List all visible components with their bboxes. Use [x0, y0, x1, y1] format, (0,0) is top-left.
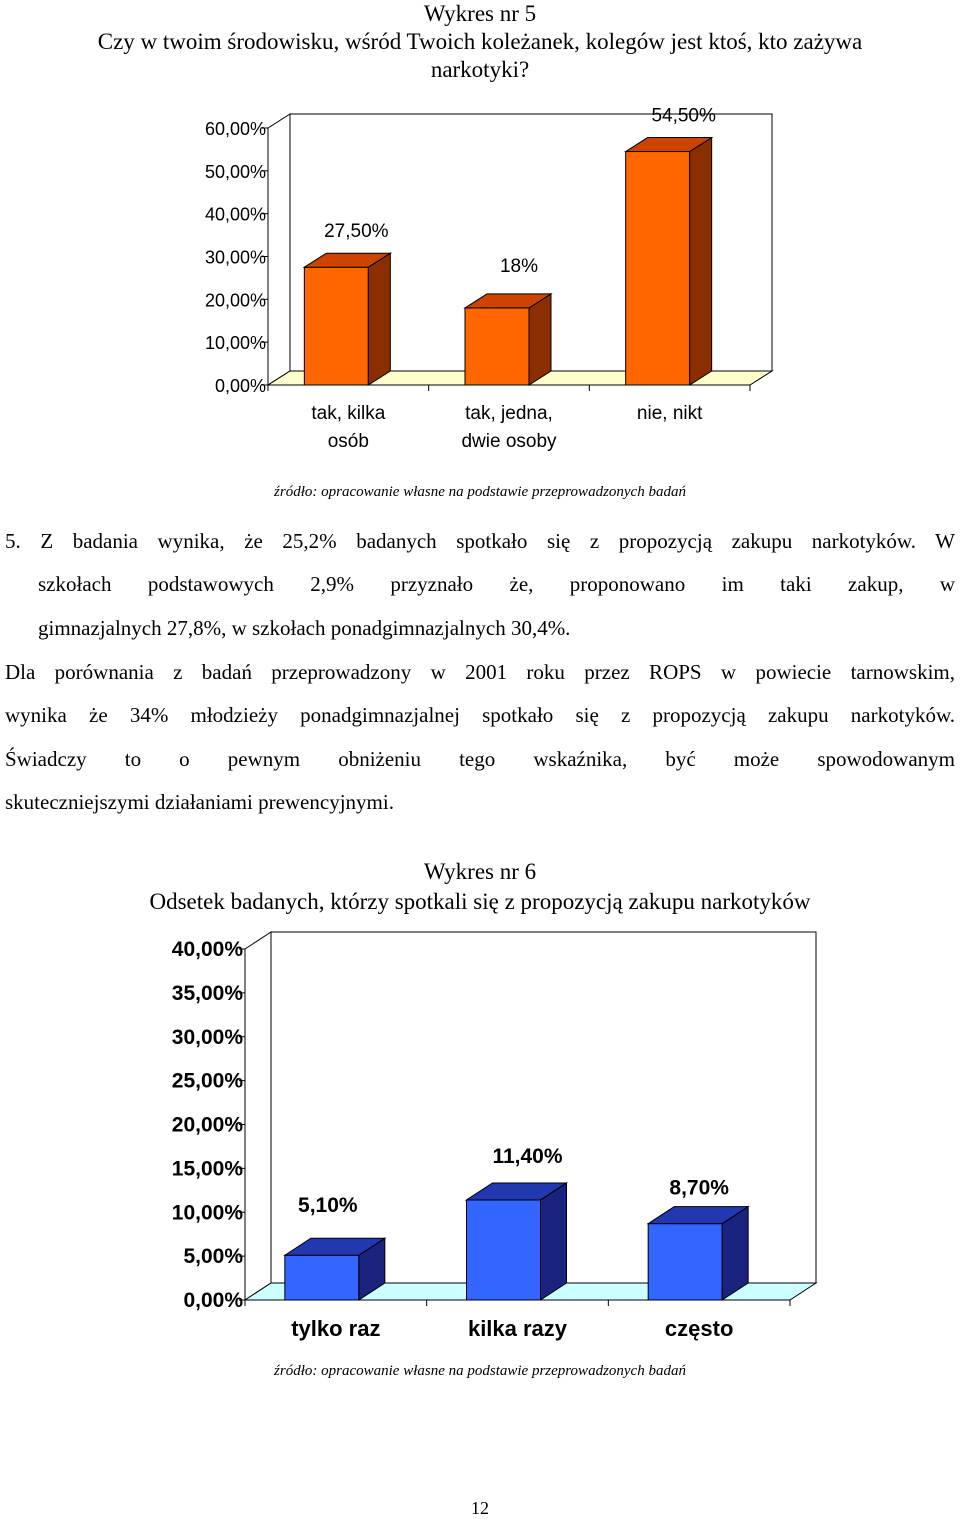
paragraph-6-line1: Dla porównania z badań przeprowadzony w 2001 roku przez ROPS w powiecie tarnowskim, [5, 660, 955, 684]
y-tick-label: 40,00% [171, 938, 243, 961]
bar-data-label: 27,50% [324, 221, 389, 243]
y-tick-label: 40,00% [204, 204, 266, 225]
bar-side [541, 1183, 567, 1300]
category-label: nie, nikt [636, 403, 703, 424]
category-label: tylko raz [291, 1316, 381, 1341]
bar [285, 1238, 385, 1300]
y-tick-label: 0,00% [183, 1289, 243, 1312]
category-label: tak, kilka [311, 403, 386, 424]
bar-front [285, 1255, 359, 1300]
category-label: osób [327, 431, 369, 452]
category-label: kilka razy [467, 1316, 568, 1341]
chart5 [0, 90, 960, 470]
paragraph-6-line2: wynika że 34% młodzieży ponadgimnazjalnej spotkało się z propozycją zakupu narkotyków. [5, 703, 955, 727]
bar-front [467, 1200, 541, 1300]
bar [626, 138, 712, 385]
plot-side-wall [245, 932, 271, 1300]
y-tick-label: 0,00% [214, 376, 266, 396]
bar-side [690, 138, 712, 385]
bar-front [648, 1224, 722, 1300]
y-tick-label: 20,00% [204, 290, 266, 311]
paragraph-6-line4: skuteczniejszymi działaniami prewencyjnymi. [5, 790, 394, 814]
chart6 [0, 925, 960, 1345]
paragraph-5-line1: 5. Z badania wynika, że 25,2% badanych spotkało się z propozycją zakupu narkotyków. W [5, 529, 955, 553]
paragraph-5-line3: gimnazjalnych 27,8%, w szkołach ponadgimnazjalnych 30,4%. [38, 616, 571, 640]
y-tick-label: 30,00% [204, 247, 266, 268]
paragraph-6-line3: Świadczy to o pewnym obniżeniu tego wskaźnika, być może spowodowanym [5, 747, 955, 771]
bar-data-label: 54,50% [651, 105, 716, 127]
y-tick-label: 60,00% [204, 119, 266, 139]
y-tick-label: 5,00% [183, 1245, 243, 1269]
y-tick-label: 25,00% [171, 1069, 243, 1093]
chart6-source-note: źródło: opracowanie własne na podstawie przeprowadzonych badań [274, 1363, 686, 1379]
chart6-title-line1: Wykres nr 6 [423, 859, 537, 884]
bar [304, 253, 390, 385]
category-label: dwie osoby [461, 431, 557, 452]
bar [467, 1183, 567, 1300]
chart5-source-note: źródło: opracowanie własne na podstawie przeprowadzonych badań [274, 484, 686, 500]
bar-front [304, 267, 368, 385]
y-tick-label: 20,00% [171, 1113, 243, 1137]
bar-front [626, 152, 690, 385]
paragraph-5-line2: szkołach podstawowych 2,9% przyznało że, proponowano im taki zakup, w [38, 572, 955, 596]
chart6-title [0, 857, 960, 917]
chart5-title-line3: narkotyki? [430, 57, 530, 82]
chart5-title [0, 0, 960, 84]
bar [648, 1207, 748, 1300]
chart5-title-line1: Wykres nr 5 [423, 1, 537, 26]
bar-side [368, 253, 390, 385]
y-tick-label: 35,00% [171, 981, 243, 1005]
plot-side-wall [268, 114, 290, 385]
bar-side [529, 294, 551, 385]
y-tick-label: 10,00% [204, 333, 266, 354]
page-number: 12 [471, 1498, 489, 1518]
y-tick-label: 50,00% [204, 161, 266, 182]
chart5-title-line2: Czy w twoim środowisku, wśród Twoich koleżanek, kolegów jest ktoś, kto zażywa [97, 29, 863, 54]
bar-data-label: 11,40% [492, 1144, 563, 1168]
category-label: tak, jedna, [465, 403, 553, 424]
y-tick-label: 30,00% [171, 1025, 243, 1049]
y-tick-label: 10,00% [171, 1201, 243, 1225]
bar-data-label: 18% [499, 255, 539, 277]
bar [465, 294, 551, 385]
bar-front [465, 308, 529, 385]
chart6-title-line2: Odsetek badanych, którzy spotkali się z propozycją zakupu narkotyków [149, 889, 811, 914]
bar-data-label: 8,70% [669, 1176, 729, 1200]
y-tick-label: 15,00% [171, 1157, 243, 1181]
category-label: często [664, 1316, 734, 1341]
bar-data-label: 5,10% [298, 1194, 358, 1218]
